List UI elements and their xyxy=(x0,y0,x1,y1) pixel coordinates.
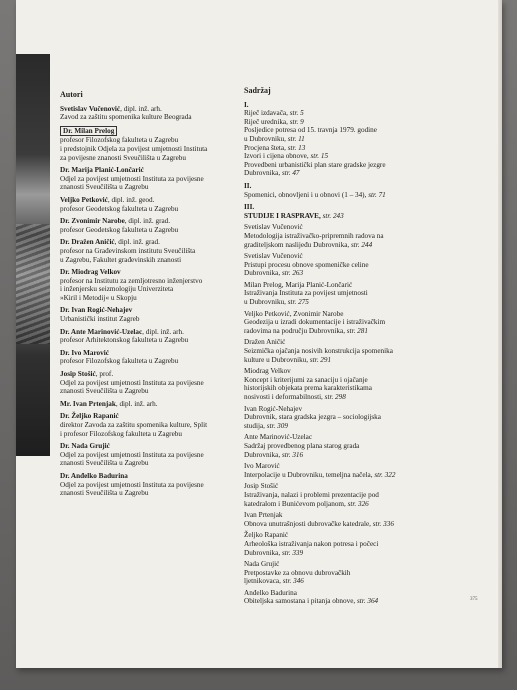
article-page: str. 244 xyxy=(351,240,373,249)
author-entry xyxy=(60,268,240,302)
author-entry xyxy=(60,238,240,264)
author-entry xyxy=(60,196,240,213)
author-entry xyxy=(60,126,240,162)
article-title-text: Metodologija istraživačko-pripremnih radova na xyxy=(244,231,384,240)
author-affiliation-line: Odjel za povijest umjetnosti Instituta za povijesne xyxy=(60,378,204,387)
article-title-text: radovima na području Dubrovnika, xyxy=(244,326,347,335)
authors-list xyxy=(60,105,240,498)
photo-detail xyxy=(16,224,50,344)
article-title-line xyxy=(244,500,430,509)
toc-entry-text: Spomenici, obnovljeni i u obnovi (1 – 34), xyxy=(244,190,369,199)
author-affiliation-line: »Kiril i Metodij« u Skopju xyxy=(60,293,137,302)
section-3-heading xyxy=(244,212,430,221)
article-title-text: Istraživanja, nalazi i problemi prezentacije pod xyxy=(244,490,379,499)
author-affiliation-line: u Zagrebu, Fakultet građevinskih znanosti xyxy=(60,255,182,264)
article-title-line xyxy=(244,327,430,336)
article-page: str. 322 xyxy=(374,470,396,479)
toc-entry-text: Posljedice potresa od 15. travnja 1979. godine xyxy=(244,126,377,135)
article-title-line xyxy=(244,356,430,365)
contents-column xyxy=(244,87,430,606)
article-title-line xyxy=(244,384,430,393)
article-page: str. 364 xyxy=(356,597,379,606)
article-entry xyxy=(244,482,430,508)
article-title-line xyxy=(244,442,430,451)
article-title-line xyxy=(244,491,430,500)
author-entry xyxy=(60,328,240,345)
article-title-line xyxy=(244,289,430,298)
author-name xyxy=(60,306,240,315)
author-name xyxy=(60,412,240,421)
author-degree: , prof. xyxy=(95,370,114,379)
article-title-text: Dubrovnika, xyxy=(244,450,282,459)
article-entry xyxy=(244,252,430,278)
article-author: Ante Marinović-Uzelac xyxy=(244,433,313,442)
author-name-text: Josip Stošić xyxy=(60,370,96,379)
page-number: 375 xyxy=(470,597,478,602)
toc-entry-page: str. 9 xyxy=(289,117,304,126)
author-affiliation-line: za povijesne znanosti Sveučilišta u Zagrebu xyxy=(60,153,186,162)
toc-entry xyxy=(244,191,430,200)
article-title-line xyxy=(244,451,430,460)
author-affiliation-line: profesor na Građevinskom institutu Sveučilišta xyxy=(60,246,196,255)
author-name xyxy=(60,126,240,137)
article-author: Miodrag Velkov xyxy=(244,367,291,376)
article-title-text: Pretpostavke za obnovu dubrovačkih xyxy=(244,568,351,577)
author-entry xyxy=(60,306,240,323)
author-affiliation-line: i profesor Filozofskog fakulteta u Zagrebu xyxy=(60,429,182,438)
author-name-text: Dr. Miodrag Velkov xyxy=(60,268,121,277)
article-page: str. 309 xyxy=(266,421,288,430)
article-page: str. 326 xyxy=(347,499,369,508)
article-entry xyxy=(244,223,430,249)
author-name xyxy=(60,349,240,358)
author-name-text: Svetislav Vučenović xyxy=(60,104,121,113)
toc-entry-page: str. 71 xyxy=(368,190,386,199)
contents-heading: Sadržaj xyxy=(244,86,271,95)
article-title-text: kulture u Dubrovniku, xyxy=(244,355,310,364)
article-entry xyxy=(244,281,430,307)
author-degree: , dipl. inž. grad. xyxy=(114,238,160,247)
author-name-text: Dr. Marija Planić-Lončarić xyxy=(60,166,144,175)
article-title-text: graditeljskom naslijeđu Dubrovnika, xyxy=(244,240,351,249)
article-page: str. 336 xyxy=(372,519,394,528)
article-title-line xyxy=(244,298,430,307)
author-name-text: Dr. Ivan Rogić-Nehajev xyxy=(60,306,133,315)
toc-entry-text: Dubrovnika, xyxy=(244,169,282,178)
article-title-text: u Dubrovniku, xyxy=(244,298,288,307)
article-page: str. 291 xyxy=(309,355,332,364)
toc-entry-text: Provedbeni urbanistički plan stare gradske jezgre xyxy=(244,160,386,169)
toc-entry-page: str. 5 xyxy=(289,109,304,118)
section-1-list xyxy=(244,109,430,178)
article-entry xyxy=(244,367,430,401)
toc-entry-text: Riječ izdavača, xyxy=(244,109,290,118)
section-2-list xyxy=(244,191,430,200)
article-title-line xyxy=(244,577,430,586)
authors-column xyxy=(60,91,240,502)
article-title-text: katedralom i Bunićevom poljanom, xyxy=(244,499,348,508)
author-affiliation-line: znanosti Sveučilišta u Zagrebu xyxy=(60,183,149,192)
article-title-line xyxy=(244,261,430,270)
author-name-text: Dr. Dražen Aničić xyxy=(60,238,115,247)
author-affiliation-line: znanosti Sveučilišta u Zagrebu xyxy=(60,387,149,396)
article-title-text: Geodezija u izradi dokumentacije i istraživačkim xyxy=(244,318,386,327)
author-degree: , dipl. inž. geod. xyxy=(107,195,155,204)
article-title-line xyxy=(244,422,430,431)
author-name-text: Dr. Anđelko Badurina xyxy=(60,471,128,480)
article-title-line xyxy=(244,232,430,241)
author-affiliation-line: profesor Arhitektonskog fakulteta u Zagrebu xyxy=(60,336,189,345)
author-degree: , dipl. inž. arh. xyxy=(142,327,184,336)
article-title-text: Dubrovnika, xyxy=(244,548,282,557)
toc-entry xyxy=(244,169,430,178)
article-title-line xyxy=(244,413,430,422)
article-title-text: Dubrovnik, stara gradska jezgra – sociologijska xyxy=(244,413,381,422)
article-title-line xyxy=(244,241,430,250)
author-name xyxy=(60,105,240,114)
article-entry xyxy=(244,310,430,336)
toc-entry-text: Procjena šteta, xyxy=(244,143,288,152)
article-page: str. 263 xyxy=(281,269,304,278)
section-3-title: STUDIJE I RASPRAVE, xyxy=(244,211,323,220)
article-title-line xyxy=(244,520,430,529)
article-author: Nada Grujić xyxy=(244,560,280,569)
article-author: Svetislav Vučenović xyxy=(244,252,303,261)
author-affiliation-line: profesor Geodetskog fakulteta u Zagrebu xyxy=(60,204,179,213)
article-title-text: Arheološka istraživanja nakon potresa i počeci xyxy=(244,539,379,548)
toc-entry xyxy=(244,109,430,118)
author-name xyxy=(60,238,240,247)
article-entry xyxy=(244,589,430,606)
author-affiliation-line: profesor Filozofskog fakulteta u Zagrebu xyxy=(60,136,179,145)
article-entry xyxy=(244,531,430,557)
article-author: Anđelko Badurina xyxy=(244,588,297,597)
article-title-text: Sadržaj provedbenog plana starog grada xyxy=(244,441,360,450)
article-title-text: Istraživanja Instituta za povijest umjetnosti xyxy=(244,289,368,298)
article-title-line xyxy=(244,540,430,549)
toc-entry-text: Izvori i cijena obnove, xyxy=(244,152,311,161)
article-title-text: Obiteljska samostana i pitanja obnove, xyxy=(244,597,357,606)
article-entry xyxy=(244,405,430,431)
author-affiliation-line: Zavod za zaštitu spomenika kulture Beograda xyxy=(60,113,192,122)
author-entry xyxy=(60,166,240,192)
author-entry xyxy=(60,400,240,409)
article-title-line xyxy=(244,569,430,578)
section-3-page: str. 243 xyxy=(322,211,344,220)
article-page: str. 339 xyxy=(281,548,304,557)
section-2-numeral: II. xyxy=(244,181,252,190)
article-author: Josip Stošić xyxy=(244,482,279,491)
article-title-text: nosivosti i deformabilnosti, xyxy=(244,393,325,401)
author-entry xyxy=(60,442,240,468)
article-entry xyxy=(244,338,430,364)
author-affiliation-line: Odjel za povijest umjetnosti Instituta za povijesne xyxy=(60,450,204,459)
article-author: Ivan Prtenjak xyxy=(244,511,283,520)
article-title-text: ljetnikovaca, xyxy=(244,577,283,586)
author-entry xyxy=(60,217,240,234)
article-title-line xyxy=(244,269,430,278)
author-affiliation-line: i predstojnik Odjela za povijest umjetnosti Instituta xyxy=(60,144,208,153)
toc-entry-page: str. 13 xyxy=(287,143,306,152)
article-title-line xyxy=(244,393,430,402)
article-author: Milan Prelog, Marija Planić-Lončarić xyxy=(244,280,353,289)
article-author: Dražen Aničić xyxy=(244,338,286,347)
article-title-line xyxy=(244,471,430,480)
author-name-text: Dr. Ivo Marović xyxy=(60,348,109,357)
article-page: str. 275 xyxy=(287,298,309,307)
article-title-text: Pristupi procesu obnove spomeničke celine xyxy=(244,260,369,269)
article-page: str. 316 xyxy=(281,450,304,459)
article-entry xyxy=(244,433,430,459)
section-3-numeral: III. xyxy=(244,203,255,212)
authors-heading: Autori xyxy=(60,90,83,99)
article-page: str. 281 xyxy=(346,326,368,335)
article-author: Veljko Petković, Zvonimir Narobe xyxy=(244,309,344,318)
author-affiliation-line: profesor Geodetskog fakulteta u Zagrebu xyxy=(60,225,179,234)
toc-entry xyxy=(244,161,430,170)
article-author: Ivo Marović xyxy=(244,462,280,471)
article-entry xyxy=(244,511,430,528)
author-affiliation-line: Odjel za povijest umjetnosti Instituta za povijesne xyxy=(60,480,204,489)
article-page: str. 298 xyxy=(324,393,346,401)
article-title-line xyxy=(244,376,430,385)
article-author: Svetislav Vučenović xyxy=(244,223,303,232)
toc-entry xyxy=(244,152,430,161)
author-affiliation-line: profesor na Institutu za zemljotresno inženjerstvo xyxy=(60,276,203,285)
toc-entry-page: str. 15 xyxy=(310,152,329,161)
author-name xyxy=(60,268,240,277)
author-affiliation-line: profesor Filozofskog fakulteta u Zagrebu xyxy=(60,357,179,366)
article-title-line xyxy=(244,597,430,606)
article-title-text: Koncept i kriterijumi za sanaciju i ojačanje xyxy=(244,375,368,384)
toc-entry xyxy=(244,118,430,127)
author-entry xyxy=(60,370,240,396)
author-entry xyxy=(60,349,240,366)
author-name-text: Dr. Milan Prelog xyxy=(60,126,117,137)
toc-entry-text: u Dubrovniku, xyxy=(244,134,288,143)
author-degree: , dipl. inž. grad. xyxy=(124,217,171,226)
author-name xyxy=(60,442,240,451)
toc-entry xyxy=(244,126,430,135)
page-edge xyxy=(498,0,502,668)
article-title-line xyxy=(244,318,430,327)
author-degree: , dipl. inž. arh. xyxy=(115,399,158,408)
author-name xyxy=(60,217,240,226)
article-title-text: Interpolacije u Dubrovniku, temeljna načela, xyxy=(244,470,375,479)
section-1-numeral: I. xyxy=(244,100,249,109)
author-name-text: Mr. Ivan Prtenjak xyxy=(60,399,116,408)
toc-entry-page: str. 47 xyxy=(281,169,300,178)
author-affiliation-line: Urbanistički institut Zagreb xyxy=(60,315,140,324)
article-page: str. 346 xyxy=(282,577,304,586)
toc-entry xyxy=(244,135,430,144)
article-entry xyxy=(244,560,430,586)
toc-entry xyxy=(244,144,430,153)
article-title-text: Dubrovnika, xyxy=(244,269,282,278)
article-title-line xyxy=(244,347,430,356)
author-entry xyxy=(60,105,240,122)
author-name-text: Dr. Željko Rapanić xyxy=(60,412,119,421)
toc-entry-text: Riječ urednika, xyxy=(244,117,290,126)
author-name-text: Veljko Petković xyxy=(60,195,108,204)
author-degree: , dipl. inž. arh. xyxy=(120,104,162,113)
author-entry xyxy=(60,472,240,498)
article-author: Željko Rapanić xyxy=(244,531,289,540)
facing-page-photo xyxy=(16,54,50,456)
author-name xyxy=(60,370,240,379)
article-title-text: Seizmička ojačanja nosivih konstrukcija spomenika xyxy=(244,347,393,356)
article-title-text: studija, xyxy=(244,421,267,430)
author-name-text: Dr. Nada Grujić xyxy=(60,442,110,451)
author-affiliation-line: Odjel za povijest umjetnosti Instituta za povijesne xyxy=(60,174,204,183)
article-title-text: historijskih objekata prema karakteristikama xyxy=(244,384,372,393)
author-name xyxy=(60,166,240,175)
author-entry xyxy=(60,412,240,438)
article-title-line xyxy=(244,549,430,558)
author-affiliation-line: i inženjersku seizmologiju Univerziteta xyxy=(60,285,174,294)
article-entry xyxy=(244,462,430,479)
article-title-text: Obnova unutrašnjosti dubrovačke katedrale, xyxy=(244,519,373,528)
section-3-list xyxy=(244,223,430,606)
author-name xyxy=(60,472,240,481)
author-name-text: Dr. Zvonimir Narobe xyxy=(60,217,125,226)
author-name-text: Dr. Ante Marinović-Uzelac xyxy=(60,327,143,336)
author-name xyxy=(60,400,240,409)
author-name xyxy=(60,328,240,337)
toc-entry-page: str. 11 xyxy=(287,134,305,143)
author-name xyxy=(60,196,240,205)
author-affiliation-line: znanosti Sveučilišta u Zagrebu xyxy=(60,489,149,498)
article-author: Ivan Rogić-Nehajev xyxy=(244,404,303,413)
author-affiliation-line: znanosti Sveučilišta u Zagrebu xyxy=(60,459,149,468)
author-affiliation-line: direktor Zavoda za zaštitu spomenika kulture, Split xyxy=(60,421,208,429)
